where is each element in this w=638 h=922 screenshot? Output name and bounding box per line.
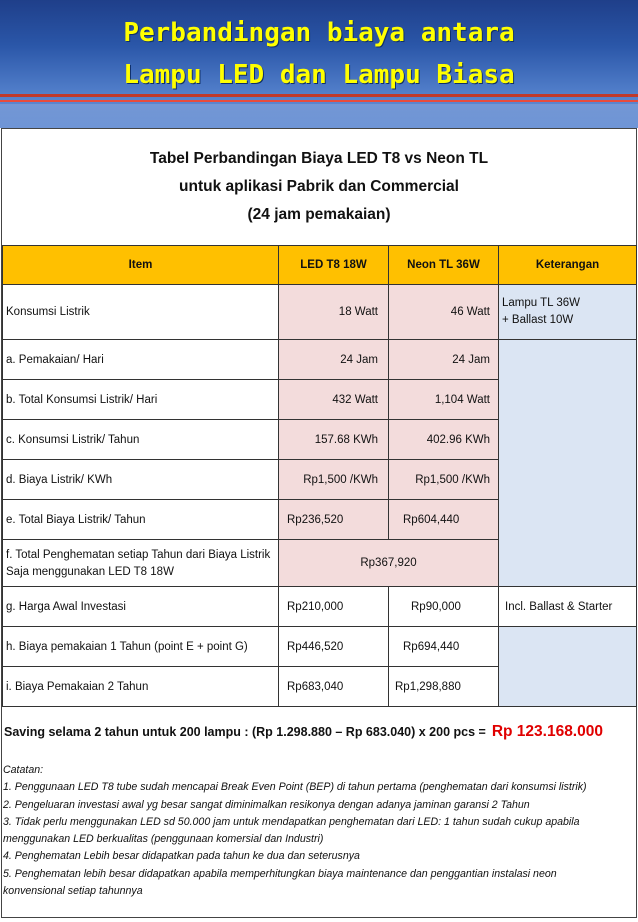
cell-led-c: 157.68 KWh <box>278 419 389 460</box>
cell-savings-f: Rp367,920 <box>278 539 499 587</box>
cell-neon-i: Rp1,298,880 <box>388 666 499 707</box>
note-line: konvensional setiap tahunnya <box>3 885 143 898</box>
table-heading-line2: untuk aplikasi Pabrik dan Commercial <box>179 178 459 195</box>
cell-led-d: Rp1,500 /KWh <box>278 459 389 500</box>
cell-led-i: Rp683,040 <box>278 666 389 707</box>
header-keterangan: Keterangan <box>498 245 637 285</box>
row-label-a: a. Pemakaian/ Hari <box>2 339 279 380</box>
note-line: 5. Penghematan lebih besar didapatkan apabila memperhitungkan biaya maintenance dan penggantian instalasi neon <box>3 867 557 880</box>
cell-keterangan-consumption <box>498 284 637 340</box>
row-label-consumption: Konsumsi Listrik <box>2 284 279 340</box>
table-heading-line1: Tabel Perbandingan Biaya LED T8 vs Neon TL <box>149 150 489 167</box>
cell-led-consumption: 18 Watt <box>278 284 389 340</box>
cell-led-a: 24 Jam <box>278 339 389 380</box>
cell-led-e: Rp236,520 <box>278 499 389 540</box>
saving-summary <box>2 712 636 752</box>
row-label-b: b. Total Konsumsi Listrik/ Hari <box>2 379 279 420</box>
table-heading-line3: (24 jam pemakaian) <box>247 206 391 223</box>
cell-neon-h: Rp694,440 <box>388 626 499 667</box>
cell-neon-c: 402.96 KWh <box>388 419 499 460</box>
keterangan-empty-block-2 <box>498 626 637 707</box>
saving-text: Saving selama 2 tahun untuk 200 lampu : (Rp 1.298.880 – Rp 683.040) x 200 pcs = <box>4 725 486 739</box>
saving-amount: Rp 123.168.000 <box>491 723 603 740</box>
title-banner <box>0 0 638 128</box>
row-label-i: i. Biaya Pemakaian 2 Tahun <box>2 666 279 707</box>
header-item: Item <box>2 245 279 285</box>
row-label-c: c. Konsumsi Listrik/ Tahun <box>2 419 279 460</box>
row-f-label-line1: f. Total Penghematan setiap Tahun dari Biaya Listrik <box>6 549 271 561</box>
slide-title-line1: Perbandingan biaya antara <box>123 18 515 48</box>
note-line: 4. Penghematan Lebih besar didapatkan pada tahun ke dua dan seterusnya <box>3 850 360 863</box>
keterangan-empty-block <box>498 339 637 587</box>
row-label-f <box>2 539 279 587</box>
cell-keterangan-g: Incl. Ballast & Starter <box>498 586 637 627</box>
keterangan-note-line1: Lampu TL 36W <box>502 297 580 309</box>
cell-led-g: Rp210,000 <box>278 586 389 627</box>
row-label-d: d. Biaya Listrik/ KWh <box>2 459 279 500</box>
row-label-e: e. Total Biaya Listrik/ Tahun <box>2 499 279 540</box>
cell-neon-e: Rp604,440 <box>388 499 499 540</box>
cell-neon-d: Rp1,500 /KWh <box>388 459 499 500</box>
row-f-label-line2: Saja menggunakan LED T8 18W <box>6 566 174 578</box>
note-line: menggunakan LED berkualitas (penggunaan komersial dan Industri) <box>3 833 324 846</box>
keterangan-note-line2: + Ballast 10W <box>502 314 574 326</box>
cell-neon-b: 1,104 Watt <box>388 379 499 420</box>
banner-stripe <box>0 94 638 97</box>
notes-heading: Catatan: <box>3 764 44 776</box>
banner-stripe <box>0 100 638 102</box>
cell-led-b: 432 Watt <box>278 379 389 420</box>
cell-neon-consumption: 46 Watt <box>388 284 499 340</box>
header-led: LED T8 18W <box>278 245 389 285</box>
note-line: 2. Pengeluaran investasi awal yg besar sangat diminimalkan resikonya dengan adanya jaminan garansi 2 Tahun <box>3 798 530 811</box>
cell-neon-a: 24 Jam <box>388 339 499 380</box>
banner-glow <box>0 104 638 128</box>
notes-block <box>3 762 635 900</box>
row-label-h: h. Biaya pemakaian 1 Tahun (point E + point G) <box>2 626 279 667</box>
header-neon: Neon TL 36W <box>388 245 499 285</box>
cell-led-h: Rp446,520 <box>278 626 389 667</box>
cell-neon-g: Rp90,000 <box>388 586 499 627</box>
note-line: 3. Tidak perlu menggunakan LED sd 50.000 jam untuk mendapatkan penghematan dari LED: 1 tahun sudah cukup apabila <box>3 815 580 828</box>
row-label-g: g. Harga Awal Investasi <box>2 586 279 627</box>
note-line: 1. Penggunaan LED T8 tube sudah mencapai Break Even Point (BEP) di tahun pertama (penghematan dari konsumsi listrik) <box>3 781 587 794</box>
slide-title-line2: Lampu LED dan Lampu Biasa <box>123 60 515 90</box>
